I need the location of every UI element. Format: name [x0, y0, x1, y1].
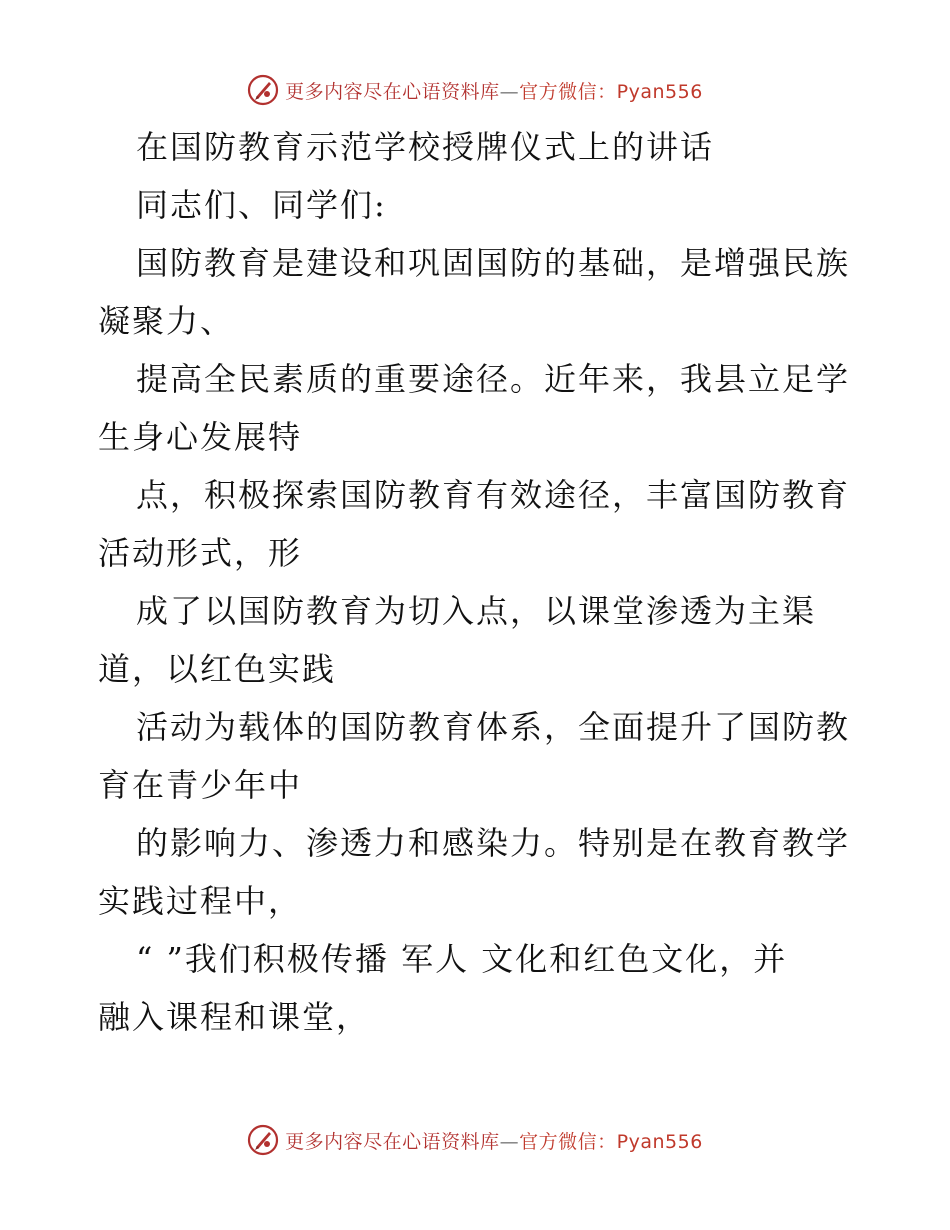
paragraph-line: 凝聚力、 — [98, 302, 235, 340]
paragraph-line: 点，积极探索国防教育有效途径，丰富国防教育 — [136, 476, 851, 514]
quill-pen-logo-icon — [247, 74, 279, 106]
paragraph-line: 生身心发展特 — [98, 418, 303, 456]
document-title: 在国防教育示范学校授牌仪式上的讲话 — [136, 128, 715, 166]
banner-wechat: 官方微信：Pyan556 — [519, 80, 703, 103]
banner-wechat: 官方微信：Pyan556 — [519, 1130, 703, 1153]
banner-separator: — — [499, 1130, 520, 1153]
paragraph-line: 实践过程中， — [98, 882, 303, 920]
paragraph-line: 提高全民素质的重要途径。近年来，我县立足学 — [136, 360, 851, 398]
banner-prefix: 更多内容尽在心语资料库 — [285, 80, 500, 103]
footer-banner — [0, 1120, 950, 1160]
document-body — [98, 118, 858, 1046]
paragraph-line: 国防教育是建设和巩固国防的基础，是增强民族 — [136, 244, 851, 282]
paragraph-line: 道，以红色实践 — [98, 650, 337, 688]
paragraph-line: 育在青少年中 — [98, 766, 303, 804]
paragraph-line: 活动为载体的国防教育体系，全面提升了国防教 — [136, 708, 851, 746]
banner-text — [285, 77, 703, 104]
header-banner — [0, 70, 950, 110]
paragraph-line: 成了以国防教育为切入点，以课堂渗透为主渠 — [136, 592, 817, 630]
banner-separator: — — [499, 80, 520, 103]
quill-pen-logo-icon — [247, 1124, 279, 1156]
salutation: 同志们、同学们: — [136, 186, 387, 224]
paragraph-line: “ ”我们积极传播 军人 文化和红色文化，并 — [136, 940, 788, 978]
banner-text — [285, 1127, 703, 1154]
paragraph-line: 的影响力、渗透力和感染力。特别是在教育教学 — [136, 824, 851, 862]
paragraph-line: 融入课程和课堂， — [98, 998, 371, 1036]
banner-prefix: 更多内容尽在心语资料库 — [285, 1130, 500, 1153]
paragraph-line: 活动形式，形 — [98, 534, 303, 572]
